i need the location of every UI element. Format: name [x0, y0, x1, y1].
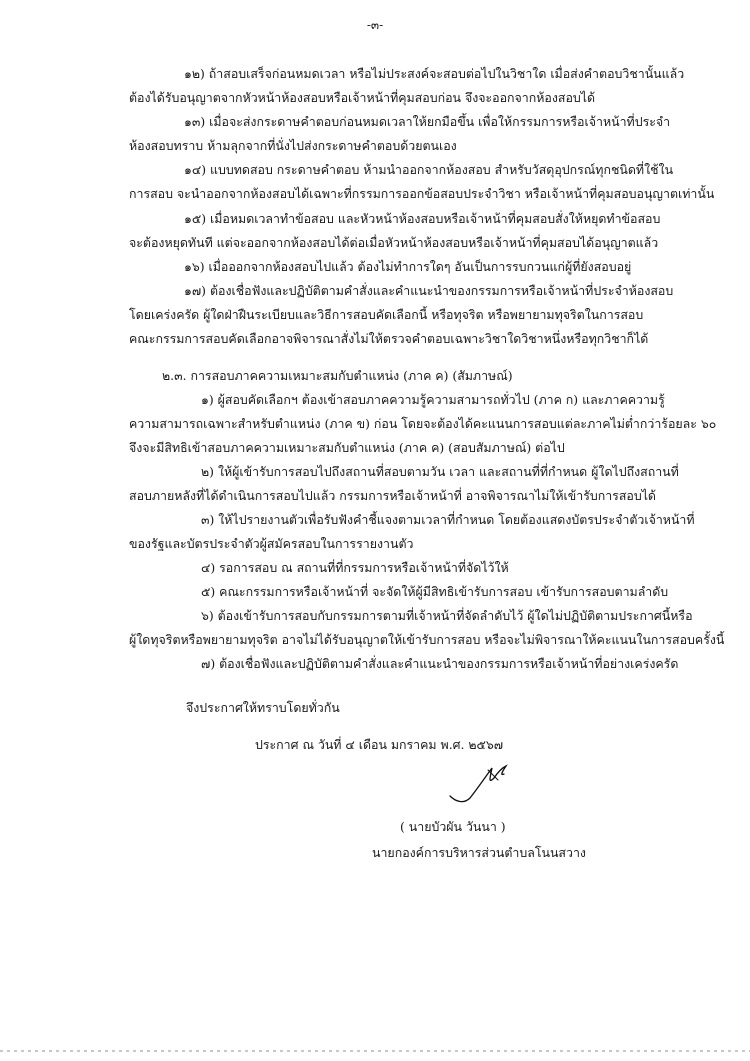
section-line-2: ความสามารถเฉพาะสำหรับตำแหน่ง (ภาค ข) ก่อน โดยจะต้องได้คะแนนการสอบแต่ละภาคไม่ต่ำกว่าร้อยละ ๖๐	[129, 416, 717, 431]
section-line-6: ๓) ให้ไปรายงานตัวเพื่อรับฟังคำชี้แจงตามเวลาที่กำหนด โดยต้องแสดงบัตรประจำตัวเจ้าหน้าที่	[201, 512, 695, 527]
section-line-8: ๔) รอการสอบ ณ สถานที่ที่กรรมการหรือเจ้าหน้าที่จัดไว้ให้	[201, 560, 509, 575]
signature-mark	[446, 758, 516, 808]
item-14-line-2: การสอบ จะนำออกจากห้องสอบได้เฉพาะที่กรรมการออกข้อสอบประจำวิชา หรือเจ้าหน้าที่คุมสอบอนุญาตเท่านั้น	[129, 186, 715, 201]
signer-title: นายกองค์การบริหารส่วนตำบลโนนสวาง	[372, 845, 586, 860]
item-12-line-2: ต้องได้รับอนุญาตจากหัวหน้าห้องสอบหรือเจ้าหน้าที่คุมสอบก่อน จึงจะออกจากห้องสอบได้	[129, 90, 596, 105]
section-line-9: ๕) คณะกรรมการหรือเจ้าหน้าที่ จะจัดให้ผู้มีสิทธิเข้ารับการสอบ เข้ารับการสอบตามลำดับ	[201, 584, 669, 599]
item-14-line-1: ๑๔) แบบทดสอบ กระดาษคำตอบ ห้ามนำออกจากห้องสอบ สำหรับวัสดุอุปกรณ์ทุกชนิดที่ใช้ใน	[184, 162, 674, 177]
section-line-11: ผู้ใดทุจริตหรือพยายามทุจริต อาจไม่ได้รับอนุญาตให้เข้ารับการสอบ หรือจะไม่พิจารณาให้คะแนนในการสอบครั้งนี้	[129, 632, 725, 647]
closing-text: จึงประกาศให้ทราบโดยทั่วกัน	[186, 700, 340, 715]
item-15-line-1: ๑๕) เมื่อหมดเวลาทำข้อสอบ และหัวหน้าห้องสอบหรือเจ้าหน้าที่คุมสอบสั่งให้หยุดทำข้อสอบ	[184, 211, 661, 226]
scan-noise-strip	[0, 1050, 750, 1052]
item-17-line-1: ๑๗) ต้องเชื่อฟังและปฏิบัติตามคำสั่งและคำแนะนำของกรรมการหรือเจ้าหน้าที่ประจำห้องสอบ	[184, 283, 674, 298]
section-line-1: ๑) ผู้สอบคัดเลือกฯ ต้องเข้าสอบภาคความรู้ความสามารถทั่วไป (ภาค ก) และภาคความรู้	[201, 392, 665, 407]
section-line-3: จึงจะมีสิทธิเข้าสอบภาคความเหมาะสมกับตำแหน่ง (ภาค ค) (สอบสัมภาษณ์) ต่อไป	[129, 440, 565, 455]
item-17-line-2: โดยเคร่งครัด ผู้ใดฝ่าฝืนระเบียบและวิธีการสอบคัดเลือกนี้ หรือทุจริต หรือพยายามทุจริตในการสอบ	[129, 307, 644, 322]
item-12-line-1: ๑๒) ถ้าสอบเสร็จก่อนหมดเวลา หรือไม่ประสงค์จะสอบต่อไปในวิชาใด เมื่อส่งคำตอบวิชานั้นแล้ว	[184, 66, 685, 81]
section-line-12: ๗) ต้องเชื่อฟังและปฏิบัติตามคำสั่งและคำแนะนำของกรรมการหรือเจ้าหน้าที่อย่างเคร่งครัด	[201, 656, 679, 671]
item-17-line-3: คณะกรรมการสอบคัดเลือกอาจพิจารณาสั่งไม่ให้ตรวจคำตอบเฉพาะวิชาใดวิชาหนึ่งหรือทุกวิชาก็ได้	[129, 331, 649, 346]
item-13-line-2: ห้องสอบทราบ ห้ามลุกจากที่นั่งไปส่งกระดาษคำตอบด้วยตนเอง	[129, 138, 457, 153]
item-15-line-2: จะต้องหยุดทันที แต่จะออกจากห้องสอบได้ต่อเมื่อหัวหน้าห้องสอบหรือเจ้าหน้าที่คุมสอบได้อนุญาตแล้ว	[129, 235, 659, 250]
section-line-5: สอบภายหลังที่ได้ดำเนินการสอบไปแล้ว กรรมการหรือเจ้าหน้าที่ อาจพิจารณาไม่ให้เข้ารับการสอบได้	[129, 488, 656, 503]
page-number: -๓-	[366, 18, 384, 32]
section-heading: ๒.๓. การสอบภาคความเหมาะสมกับตำแหน่ง (ภาค ค) (สัมภาษณ์)	[162, 368, 513, 383]
section-line-4: ๒) ให้ผู้เข้ารับการสอบไปถึงสถานที่สอบตามวัน เวลา และสถานที่ที่กำหนด ผู้ใดไปถึงสถานที่	[201, 464, 679, 479]
item-13-line-1: ๑๓) เมื่อจะส่งกระดาษคำตอบก่อนหมดเวลาให้ยกมือขึ้น เพื่อให้กรรมการหรือเจ้าหน้าที่ประจำ	[184, 114, 671, 129]
signer-name: ( นายบัวผัน วันนา )	[400, 819, 506, 834]
section-line-10: ๖) ต้องเข้ารับการสอบกับกรรมการตามที่เจ้าหน้าที่จัดลำดับไว้ ผู้ใดไม่ปฏิบัติตามประกาศนี้หรือ	[201, 608, 693, 623]
section-line-7: ของรัฐและบัตรประจำตัวผู้สมัครสอบในการรายงานตัว	[129, 536, 414, 551]
announce-date: ประกาศ ณ วันที่ ๔ เดือน มกราคม พ.ศ. ๒๕๖๗	[255, 737, 504, 752]
item-16-line-1: ๑๖) เมื่อออกจากห้องสอบไปแล้ว ต้องไม่ทำการใดๆ อันเป็นการรบกวนแก่ผู้ที่ยังสอบอยู่	[184, 259, 632, 274]
